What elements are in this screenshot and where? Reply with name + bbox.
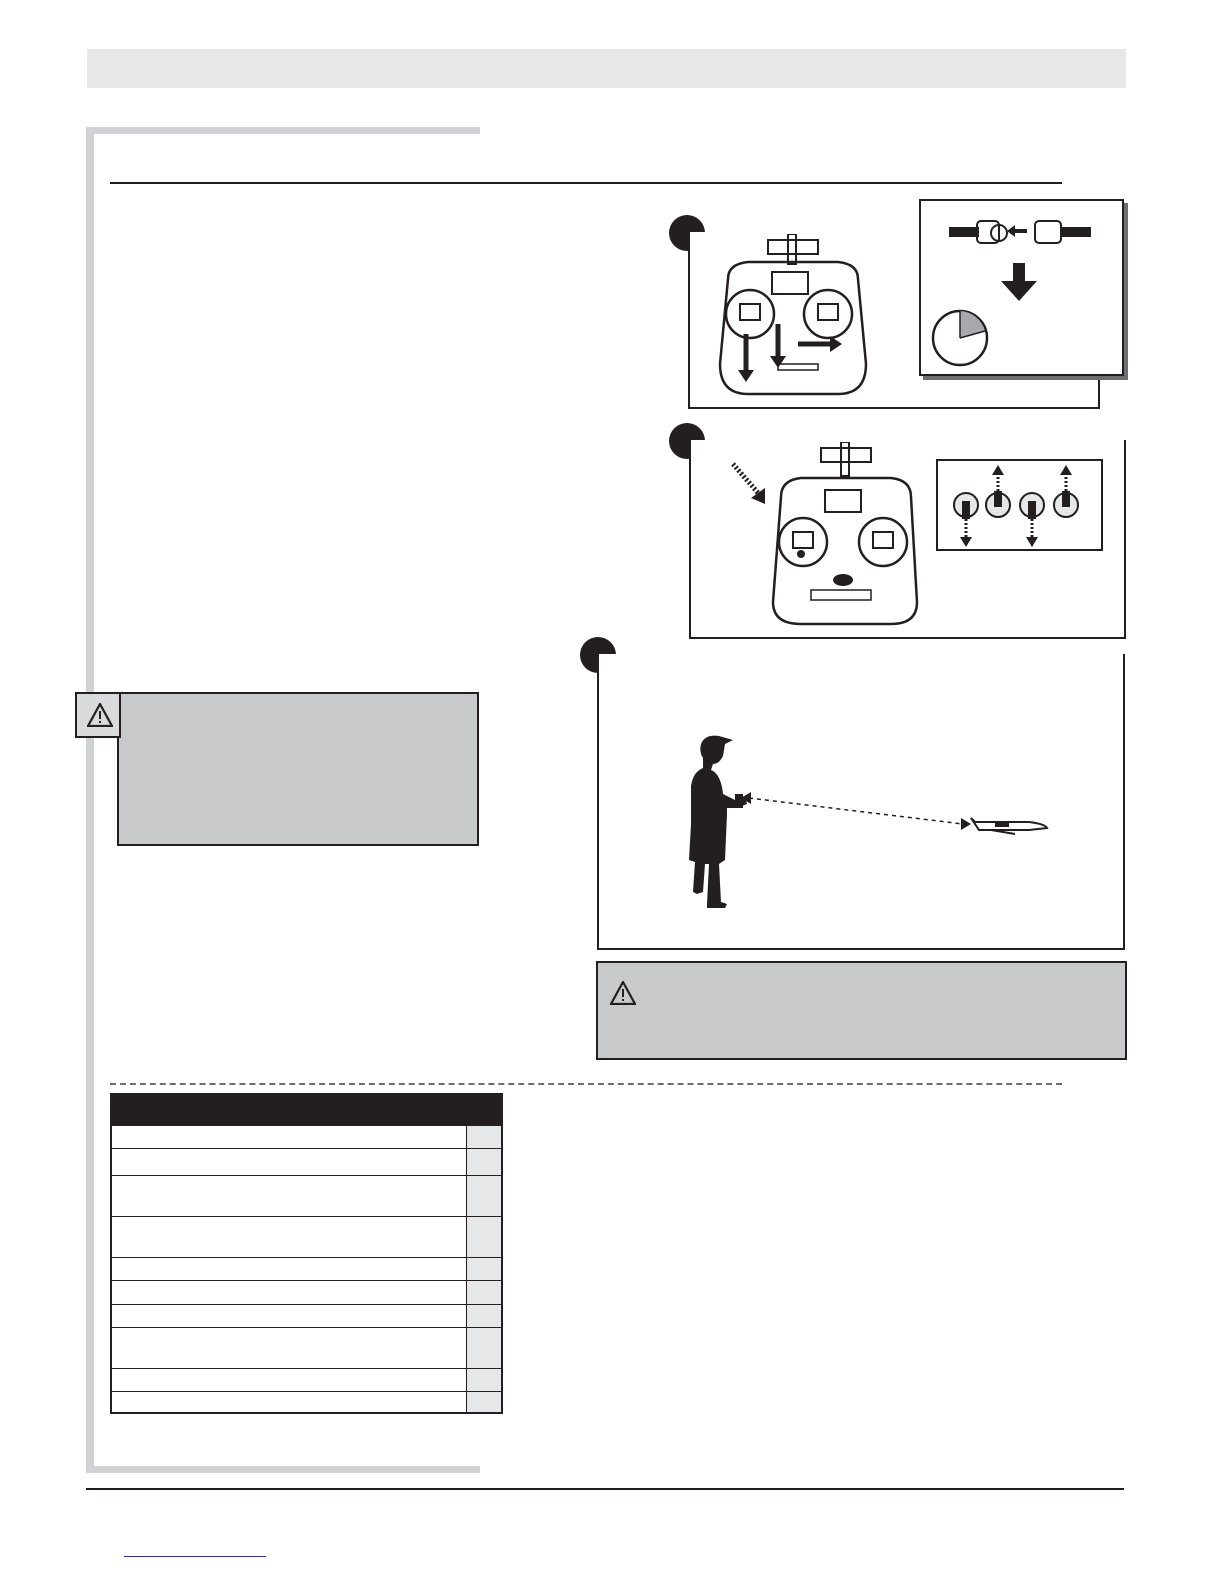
battery-connector-icon [949, 213, 1099, 253]
table-row [112, 1125, 501, 1148]
sidebar-frame-bottom [86, 1466, 480, 1473]
transmitter-illustration-2 [721, 442, 921, 632]
table-row [112, 1280, 501, 1304]
timer-clock-icon [929, 307, 991, 369]
checkbox-cell[interactable] [466, 1217, 501, 1257]
arrow-down-icon [1001, 263, 1037, 303]
table-row [112, 1368, 501, 1391]
checkbox-cell[interactable] [466, 1305, 501, 1327]
checklist-table [110, 1093, 503, 1414]
footer-link[interactable] [124, 1556, 266, 1557]
switch-positions-inset [936, 459, 1103, 551]
sidebar-frame-left [86, 127, 94, 1472]
warning-box-1 [117, 692, 479, 846]
checkbox-cell[interactable] [466, 1149, 501, 1175]
table-row [112, 1175, 501, 1216]
step-3-panel [597, 654, 1125, 950]
dashed-divider [110, 1083, 1062, 1085]
toggle-switches-icon [946, 463, 1096, 549]
warning-icon [87, 703, 113, 727]
checkbox-cell[interactable] [466, 1392, 501, 1412]
transmitter-illustration-1 [708, 234, 878, 404]
table-row [112, 1391, 501, 1412]
section-divider [110, 182, 1062, 184]
warning-icon [610, 981, 636, 1005]
step-1-inset-panel [919, 199, 1124, 376]
checkbox-cell[interactable] [466, 1281, 501, 1304]
warning-box-2 [596, 961, 1127, 1060]
table-row [112, 1148, 501, 1175]
table-row [112, 1327, 501, 1368]
footer-divider [86, 1488, 1124, 1490]
step-2-panel [689, 440, 1126, 639]
table-row [112, 1257, 501, 1280]
checkbox-cell[interactable] [466, 1258, 501, 1280]
table-row [112, 1216, 501, 1257]
warning-icon-tab [75, 692, 121, 738]
pilot-and-aircraft-illustration [679, 734, 1059, 914]
header-bar [87, 49, 1126, 88]
sidebar-frame-top [86, 127, 480, 134]
table-header [112, 1095, 501, 1125]
checkbox-cell[interactable] [466, 1328, 501, 1368]
checkbox-cell[interactable] [466, 1126, 501, 1148]
table-row [112, 1304, 501, 1327]
checkbox-cell[interactable] [466, 1176, 501, 1216]
checkbox-cell[interactable] [466, 1369, 501, 1391]
